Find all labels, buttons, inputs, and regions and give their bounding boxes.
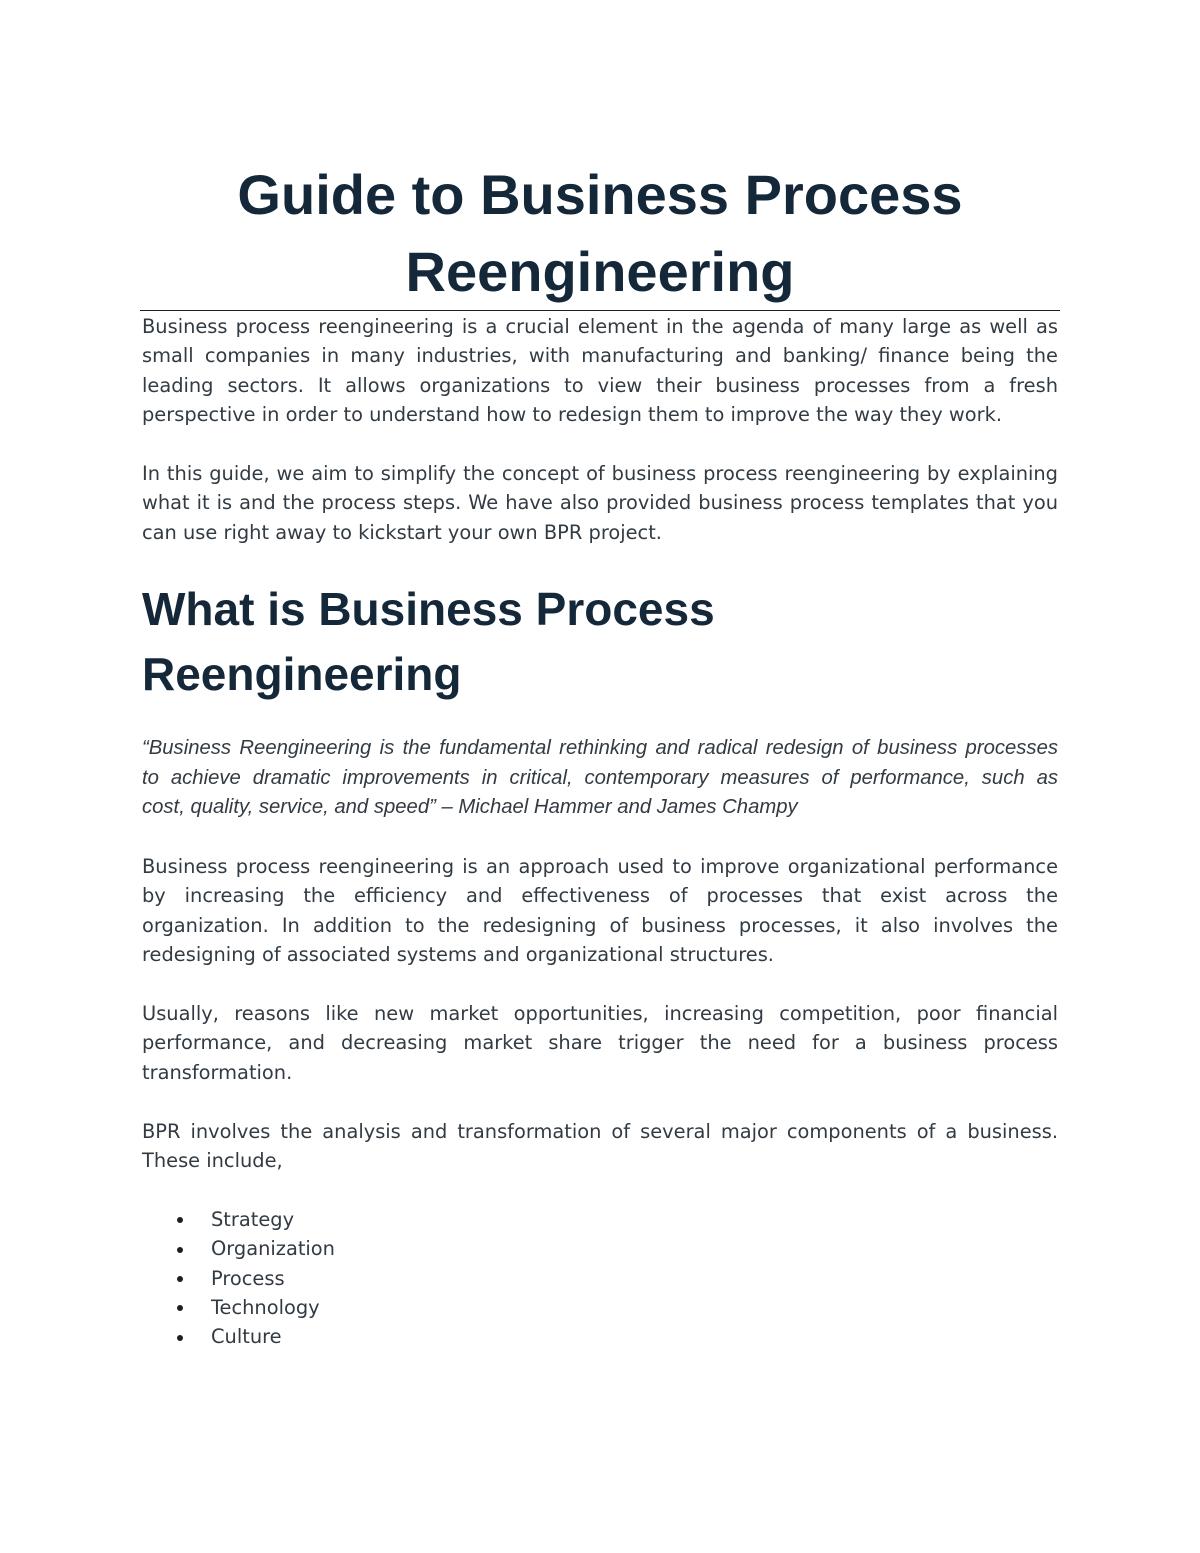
list-item-label: Process <box>211 1266 285 1290</box>
text-line: Business process reengineering is a crucial element in the agenda of many large as well as <box>142 315 1058 338</box>
quote-line: to achieve dramatic improvements in critical, contemporary measures of performance, such as <box>142 766 1058 789</box>
page-content <box>142 0 1058 1352</box>
bullet-icon <box>177 1276 183 1282</box>
text-line: leading sectors. It allows organizations to view their business processes from a fresh <box>142 373 1058 397</box>
list-item <box>142 1205 1058 1234</box>
list-item-label: Technology <box>211 1295 320 1319</box>
components-list <box>142 1205 1058 1352</box>
bullet-icon <box>177 1335 183 1341</box>
text-line: small companies in many industries, with manufacturing and banking/ finance being the <box>142 344 1058 368</box>
body-paragraph <box>142 999 1058 1087</box>
text-line: can use right away to kickstart your own BPR project. <box>142 520 662 544</box>
text-line: These include, <box>142 1148 283 1172</box>
text-line: transformation. <box>142 1060 293 1084</box>
quote-paragraph <box>142 734 1058 822</box>
text-line: In this guide, we aim to simplify the concept of business process reengineering by explaining <box>142 462 1058 486</box>
list-item-label: Strategy <box>211 1207 295 1231</box>
text-line: by increasing the efficiency and effectiveness of processes that exist across the <box>142 884 1058 908</box>
text-line: what it is and the process steps. We have also provided business process templates that you <box>142 491 1058 515</box>
list-item-label: Organization <box>211 1237 335 1261</box>
text-line: performance, and decreasing market share trigger the need for a business process <box>142 1031 1058 1055</box>
list-item <box>142 1234 1058 1263</box>
text-line: Business process reengineering is an approach used to improve organizational performance <box>142 854 1058 878</box>
text-line: organization. In addition to the redesigning of business processes, it also involves the <box>142 913 1058 937</box>
bullet-icon <box>177 1217 183 1223</box>
intro-paragraph <box>142 312 1058 430</box>
bullet-icon <box>177 1247 183 1253</box>
list-item <box>142 1264 1058 1293</box>
list-item <box>142 1293 1058 1322</box>
list-item <box>142 1322 1058 1351</box>
intro-paragraph <box>142 459 1058 547</box>
bullet-icon <box>177 1305 183 1311</box>
section-heading: What is Business Process Reengineering <box>142 582 715 700</box>
title-divider <box>140 310 1060 311</box>
text-line: perspective in order to understand how to redesign them to improve the way they work. <box>142 403 1003 427</box>
text-line: redesigning of associated systems and organizational structures. <box>142 943 774 967</box>
body-paragraph <box>142 1117 1058 1176</box>
body-paragraph <box>142 852 1058 970</box>
text-line: Usually, reasons like new market opportunities, increasing competition, poor financial <box>142 1001 1058 1025</box>
page-title: Guide to Business Process Reengineering <box>237 163 963 303</box>
quote-line: cost, quality, service, and speed” – Michael Hammer and James Champy <box>142 796 798 819</box>
quote-line: “Business Reengineering is the fundamental rethinking and radical redesign of business processes <box>142 737 1058 760</box>
list-item-label: Culture <box>211 1325 282 1349</box>
text-line: BPR involves the analysis and transformation of several major components of a business. <box>142 1119 1058 1143</box>
